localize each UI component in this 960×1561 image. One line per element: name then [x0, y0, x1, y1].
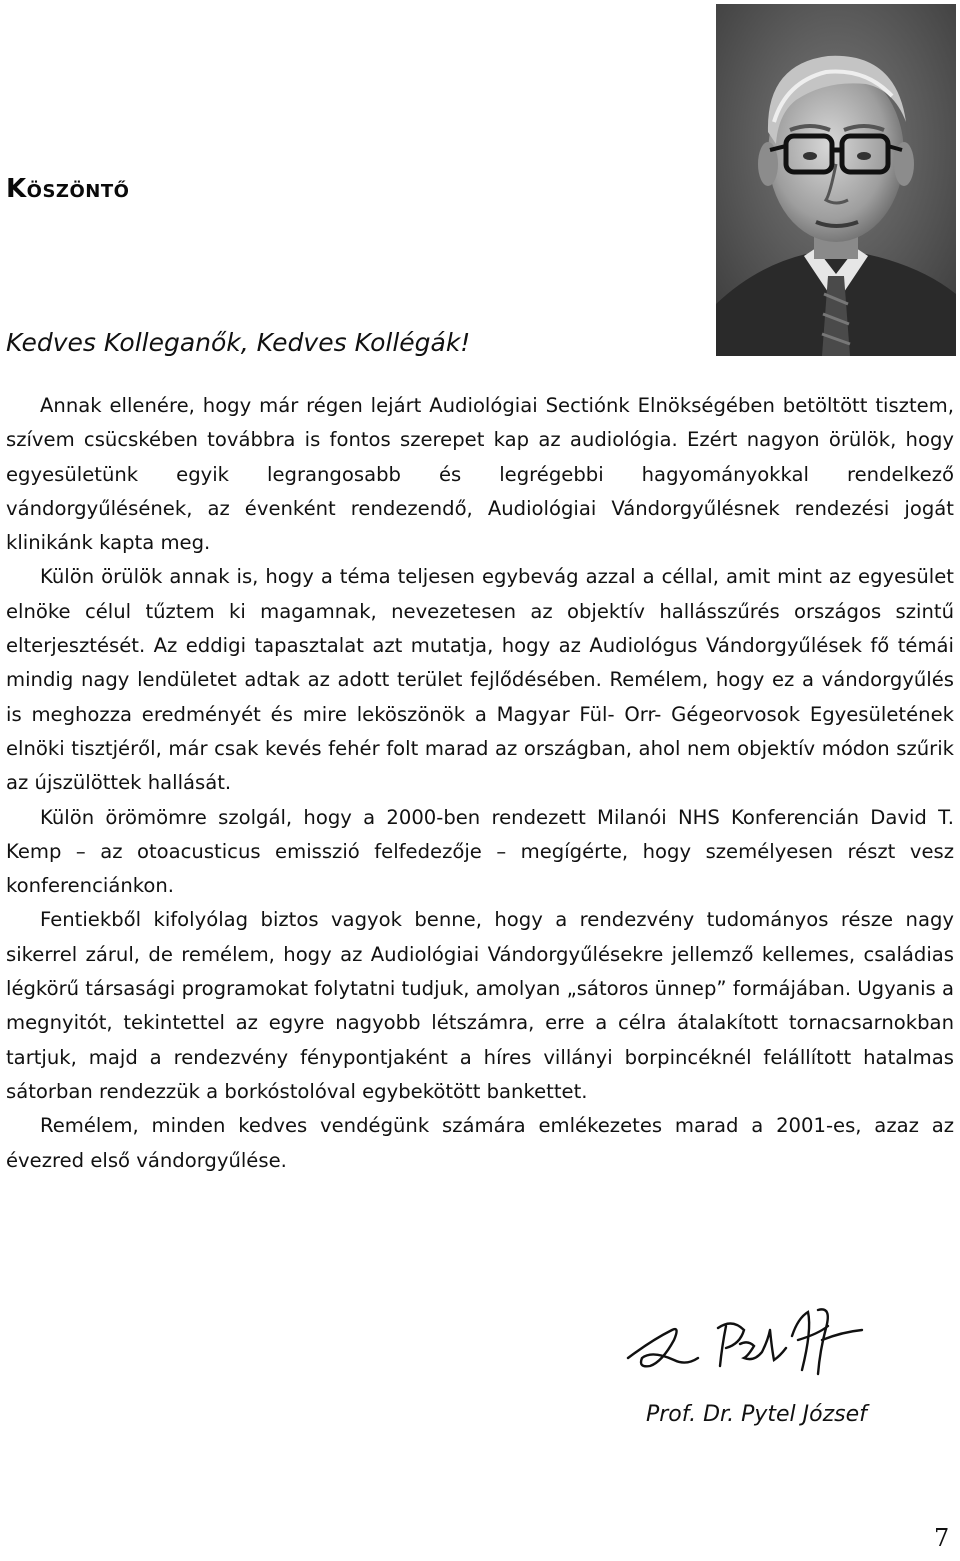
paragraph-3: Külön örömömre szolgál, hogy a 2000-ben rendezett Milanói NHS Konferencián David T. Kemp – az otoacusticus emisszió felfedezője – megígérte, hogy személyesen részt vesz konferenciánkon.: [6, 805, 954, 898]
page-number: 7: [934, 1524, 950, 1552]
portrait-illustration: [716, 4, 956, 356]
letter-body: [6, 389, 954, 1178]
paragraph-4: Fentiekből kifolyólag biztos vagyok benne, hogy a rendezvény tudományos része nagy sikerrel zárul, de remélem, hogy az Audiológiai Vándorgyűlésekre jellemző kellemes, családias légkörű társasági programokat folytatni tudjuk, amolyan „sátoros ünnep” formájában. Ugyanis a megnyitót, tekintettel az egyre nagyobb létszámra, erre a célra átalakított tornacsarnokban tartjuk, majd a rendezvény fénypontjaként a híres villányi borpincéknél felállított hatalmas sátorban rendezzük a borkóstolóval egybekötött bankettet.: [6, 908, 954, 1103]
greeting-line: Kedves Kolleganők, Kedves Kollégák!: [6, 328, 471, 357]
author-portrait-photo: [716, 4, 956, 356]
signer-name: Prof. Dr. Pytel József: [646, 1402, 867, 1427]
page-title: Köszöntő: [6, 174, 130, 204]
handwritten-signature: [622, 1300, 882, 1382]
paragraph-2: Külön örülök annak is, hogy a téma teljesen egybevág azzal a céllal, amit mint az egyesület elnöke célul tűztem ki magamnak, nevezetesen az objektív hallásszűrés országos szintű elterjesztését. Az eddigi tapasztalat azt mutatja, hogy az Audiológus Vándorgyűlések fő témái mindig nagy lendületet adtak az adott terület fejlődésében. Remélem, hogy ez a vándorgyűlés is meghozza eredményét és mire leköszönök a Magyar Fül- Orr- Gégeorvosok Egyesületének elnöki tisztjéről, már csak kevés fehér folt marad az országban, ahol nem objektív módon szűrik az újszülöttek hallását.: [6, 565, 954, 795]
paragraph-5: Remélem, minden kedves vendégünk számára emlékezetes marad a 2001-es, azaz az évezred első vándorgyűlése.: [6, 1114, 954, 1172]
paragraph-1: Annak ellenére, hogy már régen lejárt Audiológiai Sectiónk Elnökségében betöltött tisztem, szívem csücskében továbbra is fontos szerepet kap az audiológia. Ezért nagyon örülök, hogy egyesületünk egyik legrangosabb és legrégebbi hagyományokkal rendelkező vándorgyűlésének, az évenként rendezendő, Audiológiai Vándorgyűlésnek rendezési jogát klinikánk kapta meg.: [6, 394, 954, 555]
